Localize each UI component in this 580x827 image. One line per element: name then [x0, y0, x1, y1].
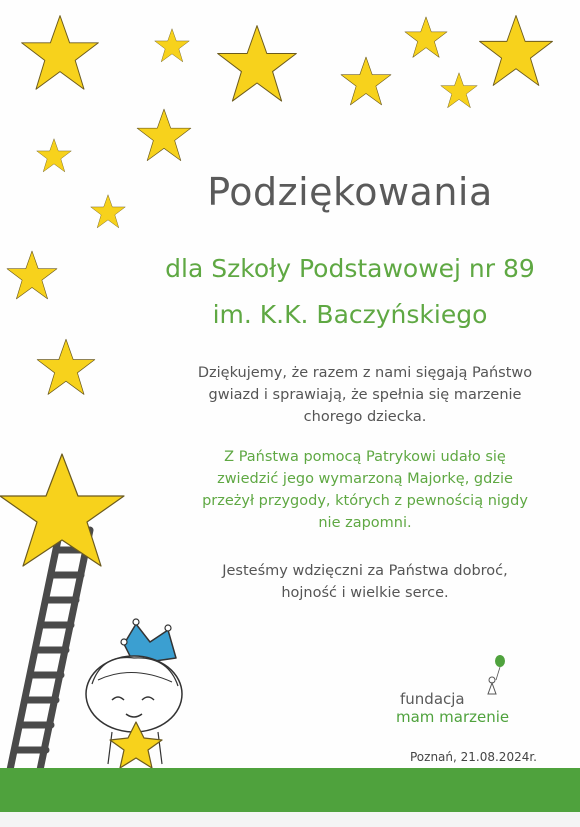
child-with-crown-illustration — [72, 614, 202, 774]
text-line: Dziękujemy, że razem z nami sięgają Państwo — [197, 365, 533, 381]
star-icon — [36, 138, 72, 174]
star-icon — [36, 338, 96, 398]
text-line: hojność i wielkie serce. — [281, 585, 449, 601]
story-paragraph — [170, 446, 560, 534]
subtitle-patron: im. K.K. Baczyńskiego — [212, 300, 488, 329]
star-icon — [136, 108, 192, 164]
place-date: Poznań, 21.08.2024r. — [410, 750, 537, 764]
text-line: chorego dziecka. — [303, 409, 427, 425]
star-icon — [154, 28, 190, 64]
thanks-paragraph — [170, 362, 560, 428]
text-line: gwiazd i sprawiają, że spełnia się marzenie — [208, 387, 522, 403]
subtitle-school: dla Szkoły Podstawowej nr 89 — [165, 254, 535, 283]
text-line: Z Państwa pomocą Patrykowi udało się — [224, 449, 506, 465]
star-icon — [216, 24, 298, 106]
text-line: Jesteśmy wdzięczni za Państwa dobroć, — [222, 563, 508, 579]
foundation-logo — [386, 654, 546, 734]
text-line: przeżył przygody, których z pewnością nigdy — [202, 493, 528, 509]
star-icon — [478, 14, 554, 90]
page-bottom-edge — [0, 812, 580, 827]
star-icon — [6, 250, 58, 302]
logo-text-mam-marzenie: mam marzenie — [396, 708, 510, 726]
page-title: Podziękowania — [207, 170, 493, 214]
star-icon — [404, 16, 448, 60]
logo-text-fundacja: fundacja — [400, 690, 465, 708]
star-icon — [20, 14, 100, 94]
star-icon — [340, 56, 392, 108]
gratitude-paragraph — [170, 560, 560, 604]
text-line: nie zapomni. — [318, 515, 412, 531]
text-line: zwiedzić jego wymarzoną Majorkę, gdzie — [217, 471, 513, 487]
star-icon — [440, 72, 478, 110]
balloon-girl-logo-icon — [474, 654, 514, 698]
star-icon — [90, 194, 126, 230]
